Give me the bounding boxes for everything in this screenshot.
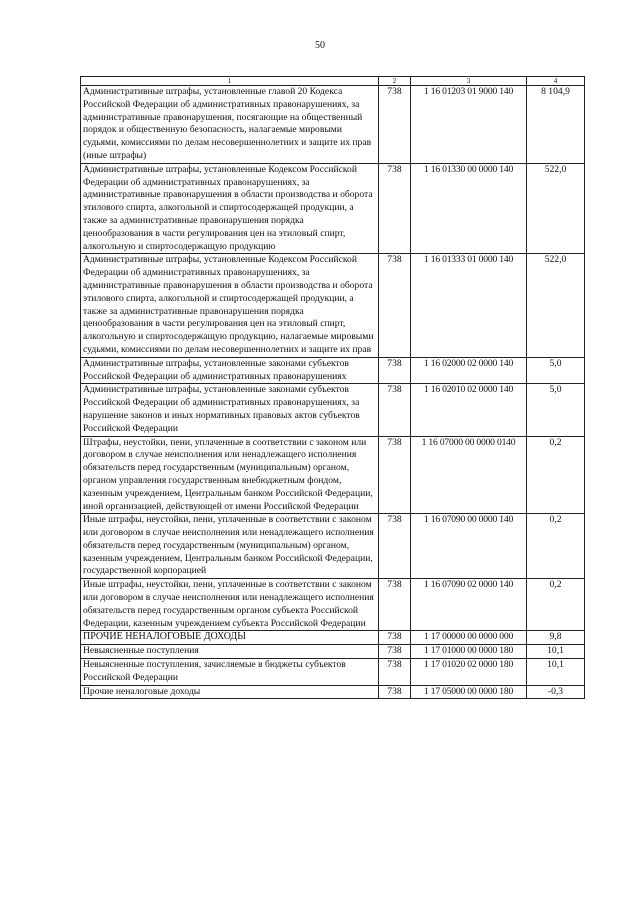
admin-code: 738 [379, 86, 411, 164]
header-col-3: 3 [411, 77, 527, 86]
budget-code: 1 17 00000 00 0000 000 [411, 631, 527, 645]
revenue-name: Штрафы, неустойки, пени, уплаченные в соответствии с законом или договором в случае неисполнения или ненадлежащего исполнения обязательств перед государственным (муниципальным) органом, органом управления государственным внебюджетным фондом, казенным учреждением, Центральным банком Российской Федерации, иной организацией, действующей от имени Российской Федерации [81, 436, 379, 514]
header-col-4: 4 [527, 77, 585, 86]
table-row [81, 685, 585, 699]
amount: -0,3 [527, 685, 585, 699]
table-row [81, 86, 585, 164]
revenue-name: Административные штрафы, установленные законами субъектов Российской Федерации об административных правонарушениях [81, 357, 379, 384]
admin-code: 738 [379, 645, 411, 659]
admin-code: 738 [379, 514, 411, 579]
table-row [81, 631, 585, 645]
amount: 9,8 [527, 631, 585, 645]
budget-code: 1 16 01203 01 9000 140 [411, 86, 527, 164]
admin-code: 738 [379, 254, 411, 357]
budget-code: 1 16 01333 01 0000 140 [411, 254, 527, 357]
table-row [81, 436, 585, 514]
amount: 5,0 [527, 357, 585, 384]
revenue-name: Административные штрафы, установленные главой 20 Кодекса Российской Федерации об административных правонарушениях, за административные правонарушения, посягающие на общественный порядок и общественную безопасность, налагаемые мировыми судьями, комиссиями по делам несовершеннолетних и защите их прав (иные штрафы) [81, 86, 379, 164]
table-row [81, 579, 585, 631]
budget-code: 1 17 01000 00 0000 180 [411, 645, 527, 659]
budget-code: 1 16 02000 02 0000 140 [411, 357, 527, 384]
budget-code: 1 16 01330 00 0000 140 [411, 163, 527, 254]
revenue-name: Невыясненные поступления [81, 645, 379, 659]
revenue-name: Административные штрафы, установленные Кодексом Российской Федерации об административных правонарушениях, за административные правонарушения в области производства и оборота этилового спирта, алкогольной и спиртосодержащей продукции, а также за административные правонарушения порядка ценообразования в части регулирования цен на этиловый спирт, алкогольную и спиртосодержащую продукцию [81, 163, 379, 254]
amount: 10,1 [527, 645, 585, 659]
budget-code: 1 16 02010 02 0000 140 [411, 384, 527, 436]
revenue-name: Иные штрафы, неустойки, пени, уплаченные в соответствии с законом или договором в случае неисполнения или ненадлежащего исполнения обязательств перед государственным органом субъекта Российской Федерации, казенным учреждением субъекта Российской Федерации [81, 579, 379, 631]
revenue-name: Невыясненные поступления, зачисляемые в бюджеты субъектов Российской Федерации [81, 659, 379, 686]
amount: 0,2 [527, 579, 585, 631]
amount: 10,1 [527, 659, 585, 686]
table-row [81, 645, 585, 659]
budget-code: 1 16 07000 00 0000 0140 [411, 436, 527, 514]
admin-code: 738 [379, 384, 411, 436]
amount: 0,2 [527, 514, 585, 579]
admin-code: 738 [379, 631, 411, 645]
budget-code: 1 16 07090 00 0000 140 [411, 514, 527, 579]
header-col-2: 2 [379, 77, 411, 86]
table-row [81, 384, 585, 436]
budget-code: 1 17 05000 00 0000 180 [411, 685, 527, 699]
amount: 5,0 [527, 384, 585, 436]
amount: 522,0 [527, 163, 585, 254]
revenue-name: Прочие неналоговые доходы [81, 685, 379, 699]
budget-code: 1 16 07090 02 0000 140 [411, 579, 527, 631]
table-header-row [81, 77, 585, 86]
revenue-name: Административные штрафы, установленные законами субъектов Российской Федерации об административных правонарушениях, за нарушение законов и иных нормативных правовых актов субъектов Российской Федерации [81, 384, 379, 436]
revenue-name: Иные штрафы, неустойки, пени, уплаченные в соответствии с законом или договором в случае неисполнения или ненадлежащего исполнения обязательств перед государственным (муниципальным) органом, казенным учреждением, Центральным банком Российской Федерации, государственной корпорацией [81, 514, 379, 579]
admin-code: 738 [379, 436, 411, 514]
admin-code: 738 [379, 659, 411, 686]
amount: 8 104,9 [527, 86, 585, 164]
revenue-table [80, 76, 585, 699]
table-row [81, 163, 585, 254]
admin-code: 738 [379, 579, 411, 631]
header-col-1: 1 [81, 77, 379, 86]
amount: 522,0 [527, 254, 585, 357]
table-row [81, 254, 585, 357]
admin-code: 738 [379, 357, 411, 384]
table-row [81, 514, 585, 579]
admin-code: 738 [379, 163, 411, 254]
revenue-name: ПРОЧИЕ НЕНАЛОГОВЫЕ ДОХОДЫ [81, 631, 379, 645]
amount: 0,2 [527, 436, 585, 514]
table-row [81, 659, 585, 686]
table-row [81, 357, 585, 384]
admin-code: 738 [379, 685, 411, 699]
revenue-name: Административные штрафы, установленные Кодексом Российской Федерации об административных правонарушениях, за административные правонарушения в области производства и оборота этилового спирта, алкогольной и спиртосодержащей продукции, а также за административные правонарушения порядка ценообразования в части регулирования цен на этиловый спирт, алкогольную и спиртосодержащую продукцию, налагаемые мировыми судьями, комиссиями по делам несовершеннолетних и защите их прав [81, 254, 379, 357]
budget-code: 1 17 01020 02 0000 180 [411, 659, 527, 686]
page-number: 50 [315, 40, 325, 51]
